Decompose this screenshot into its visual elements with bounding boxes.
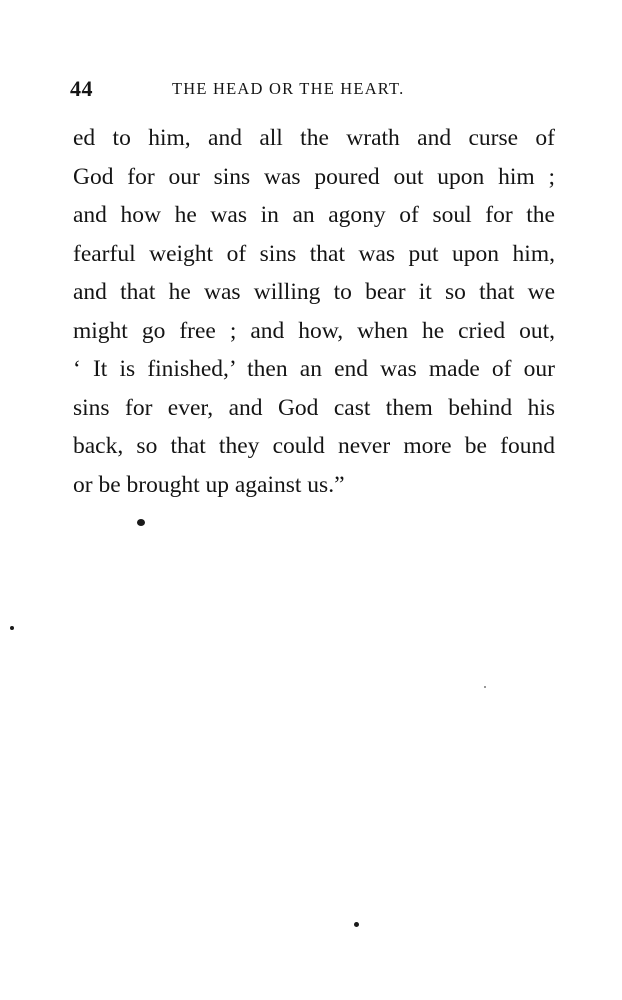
text-line: or be brought up against us.” xyxy=(73,471,345,498)
text-line: back, so that they could never more be found xyxy=(73,433,555,459)
ink-speck xyxy=(10,626,14,630)
text-line: sins for ever, and God cast them behind his xyxy=(73,394,555,421)
ink-speck xyxy=(354,922,359,927)
ink-speck xyxy=(137,519,145,526)
running-title: THE HEAD OR THE HEART. xyxy=(172,79,405,98)
page-number: 44 xyxy=(70,76,93,101)
text-line: God for our sins was poured out upon him ; xyxy=(73,163,555,190)
text-line: and how he was in an agony of soul for the xyxy=(73,202,555,228)
text-line: ‘ It is finished,’ then an end was made of our xyxy=(73,356,555,382)
ink-speck xyxy=(484,686,486,688)
body-text xyxy=(73,119,555,504)
text-line: fearful weight of sins that was put upon him, xyxy=(73,240,555,267)
text-line: and that he was willing to bear it so that we xyxy=(73,279,555,305)
text-line: ed to him, and all the wrath and curse of xyxy=(73,125,555,151)
text-line: might go free ; and how, when he cried out, xyxy=(73,317,555,344)
running-head xyxy=(70,76,552,102)
